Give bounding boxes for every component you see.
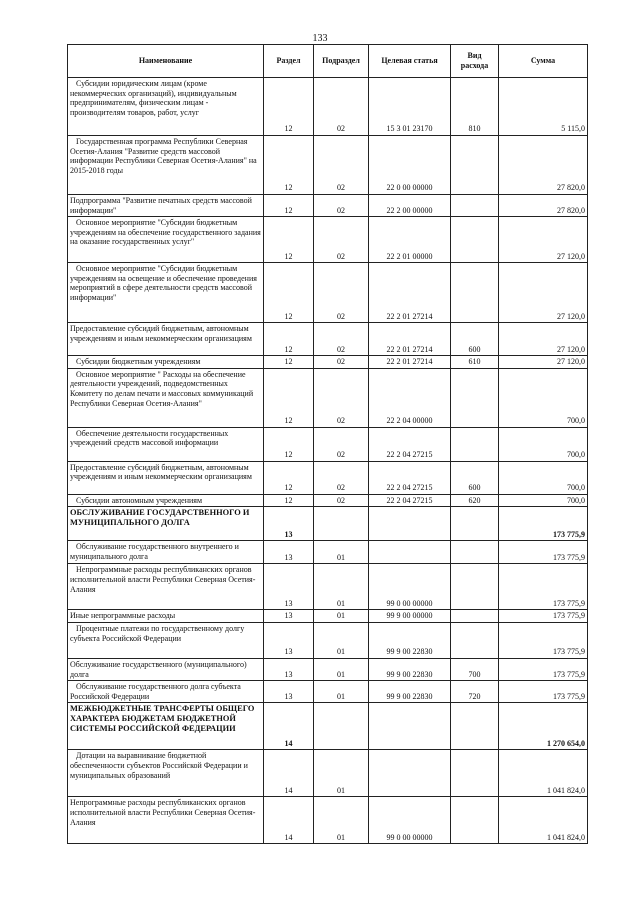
table-row [68, 217, 588, 263]
row-subsection: 01 [314, 610, 369, 623]
row-type: 620 [451, 494, 499, 507]
row-type: 610 [451, 356, 499, 369]
row-amount: 27 120,0 [499, 263, 588, 323]
table-row [68, 797, 588, 844]
row-target [369, 703, 451, 750]
table-row [68, 750, 588, 797]
row-name: Непрограммные расходы республиканских органов исполнительной власти Республики Северная Осетия-Алания [68, 564, 264, 610]
row-subsection: 02 [314, 368, 369, 427]
row-target [369, 541, 451, 564]
table-row [68, 136, 588, 195]
row-amount: 173 775,9 [499, 681, 588, 703]
row-amount: 173 775,9 [499, 541, 588, 564]
row-amount: 27 820,0 [499, 195, 588, 217]
row-name: Субсидии автономным учреждениям [68, 494, 264, 507]
row-section: 13 [264, 658, 314, 680]
row-name: Подпрограмма "Развитие печатных средств массовой информации" [68, 195, 264, 217]
row-target: 15 3 01 23170 [369, 78, 451, 136]
row-target: 99 9 00 00000 [369, 610, 451, 623]
row-type [451, 541, 499, 564]
row-amount: 173 775,9 [499, 610, 588, 623]
row-subsection: 01 [314, 622, 369, 658]
table-row [68, 195, 588, 217]
row-section: 14 [264, 703, 314, 750]
row-amount: 700,0 [499, 427, 588, 461]
table-row [68, 427, 588, 461]
row-name: Субсидии бюджетным учреждениям [68, 356, 264, 369]
row-name: Обеспечение деятельности государственных учреждений средств массовой информации [68, 427, 264, 461]
row-subsection: 01 [314, 564, 369, 610]
row-section: 12 [264, 195, 314, 217]
row-section: 12 [264, 356, 314, 369]
row-section: 13 [264, 564, 314, 610]
row-subsection: 01 [314, 797, 369, 844]
row-amount: 173 775,9 [499, 507, 588, 541]
row-target [369, 507, 451, 541]
row-name: Процентные платежи по государственному долгу субъекта Российской Федерации [68, 622, 264, 658]
row-type [451, 263, 499, 323]
row-name: Иные непрограммные расходы [68, 610, 264, 623]
row-subsection [314, 703, 369, 750]
row-type [451, 507, 499, 541]
row-subsection: 02 [314, 427, 369, 461]
row-subsection: 02 [314, 217, 369, 263]
table-row [68, 507, 588, 541]
row-subsection: 01 [314, 750, 369, 797]
header-target: Целевая статья [369, 45, 451, 78]
row-section: 14 [264, 797, 314, 844]
row-section: 13 [264, 610, 314, 623]
row-name: Основное мероприятие " Расходы на обеспечение деятельности учреждений, подведомственных Комитету по делам печати и массовых коммуникаций Республики Северная Осетия-Алания" [68, 368, 264, 427]
row-section: 12 [264, 136, 314, 195]
row-section: 12 [264, 461, 314, 494]
table-row [68, 368, 588, 427]
row-target: 99 9 00 22830 [369, 658, 451, 680]
row-type [451, 195, 499, 217]
table-row [68, 541, 588, 564]
table-row [68, 494, 588, 507]
row-amount: 173 775,9 [499, 658, 588, 680]
row-type [451, 750, 499, 797]
row-target: 22 2 01 27214 [369, 323, 451, 356]
row-target: 22 2 04 00000 [369, 368, 451, 427]
header-name: Наименование [68, 45, 264, 78]
table-row [68, 622, 588, 658]
row-amount: 1 270 654,0 [499, 703, 588, 750]
row-amount: 27 120,0 [499, 323, 588, 356]
row-name: Непрограммные расходы республиканских органов исполнительной власти Республики Северная Осетия-Алания [68, 797, 264, 844]
row-type [451, 427, 499, 461]
row-type [451, 136, 499, 195]
row-subsection: 01 [314, 681, 369, 703]
row-amount: 5 115,0 [499, 78, 588, 136]
row-amount: 1 041 824,0 [499, 750, 588, 797]
table-row [68, 681, 588, 703]
row-subsection: 01 [314, 541, 369, 564]
row-name: ОБСЛУЖИВАНИЕ ГОСУДАРСТВЕННОГО И МУНИЦИПАЛЬНОГО ДОЛГА [68, 507, 264, 541]
row-target: 99 0 00 00000 [369, 564, 451, 610]
row-amount: 27 120,0 [499, 356, 588, 369]
row-amount: 27 120,0 [499, 217, 588, 263]
table-row [68, 78, 588, 136]
row-target: 99 9 00 22830 [369, 681, 451, 703]
row-amount: 27 820,0 [499, 136, 588, 195]
row-subsection: 02 [314, 263, 369, 323]
row-name: Предоставление субсидий бюджетным, автономным учреждениям и иным некоммерческим организациям [68, 323, 264, 356]
row-section: 13 [264, 622, 314, 658]
table-row [68, 263, 588, 323]
row-type [451, 622, 499, 658]
row-subsection: 02 [314, 195, 369, 217]
row-type: 720 [451, 681, 499, 703]
row-type: 700 [451, 658, 499, 680]
row-subsection: 02 [314, 494, 369, 507]
row-section: 12 [264, 263, 314, 323]
row-subsection: 02 [314, 78, 369, 136]
row-amount: 173 775,9 [499, 622, 588, 658]
table-row [68, 323, 588, 356]
row-target: 22 2 04 27215 [369, 494, 451, 507]
row-name: Государственная программа Республики Северная Осетия-Алания "Развитие средств массовой информации Республики Северная Осетия-Алания" на 2015-2018 годы [68, 136, 264, 195]
row-amount: 173 775,9 [499, 564, 588, 610]
row-subsection: 01 [314, 658, 369, 680]
row-amount: 1 041 824,0 [499, 797, 588, 844]
row-subsection: 02 [314, 323, 369, 356]
row-name: Обслуживание государственного (муниципального) долга [68, 658, 264, 680]
header-amount: Сумма [499, 45, 588, 78]
row-type [451, 564, 499, 610]
table-row [68, 703, 588, 750]
row-type: 600 [451, 461, 499, 494]
row-type: 810 [451, 78, 499, 136]
row-section: 12 [264, 494, 314, 507]
row-amount: 700,0 [499, 368, 588, 427]
row-amount: 700,0 [499, 461, 588, 494]
row-type: 600 [451, 323, 499, 356]
row-target: 99 0 00 00000 [369, 797, 451, 844]
row-section: 13 [264, 541, 314, 564]
row-name: Обслуживание государственного долга субъекта Российской Федерации [68, 681, 264, 703]
row-name: Обслуживание государственного внутреннего и муниципального долга [68, 541, 264, 564]
row-type [451, 368, 499, 427]
row-type [451, 610, 499, 623]
row-section: 13 [264, 681, 314, 703]
row-name: Субсидии юридическим лицам (кроме некоммерческих организаций), индивидуальным предпринимателям, физическим лицам - производителям товаров, работ, услуг [68, 78, 264, 136]
row-name: МЕЖБЮДЖЕТНЫЕ ТРАНСФЕРТЫ ОБЩЕГО ХАРАКТЕРА БЮДЖЕТАМ БЮДЖЕТНОЙ СИСТЕМЫ РОССИЙСКОЙ ФЕДЕРАЦИИ [68, 703, 264, 750]
row-type [451, 797, 499, 844]
table-row [68, 356, 588, 369]
header-type: Вид расхода [451, 45, 499, 78]
row-section: 12 [264, 427, 314, 461]
row-target: 22 2 04 27215 [369, 461, 451, 494]
row-target [369, 750, 451, 797]
table-row [68, 658, 588, 680]
row-type [451, 703, 499, 750]
table-row [68, 564, 588, 610]
table-header-row [68, 45, 588, 78]
row-section: 14 [264, 750, 314, 797]
row-subsection [314, 507, 369, 541]
row-section: 12 [264, 78, 314, 136]
budget-table [67, 44, 588, 844]
row-target: 22 2 01 27214 [369, 356, 451, 369]
row-target: 22 2 04 27215 [369, 427, 451, 461]
row-target: 22 0 00 00000 [369, 136, 451, 195]
row-subsection: 02 [314, 461, 369, 494]
header-section: Раздел [264, 45, 314, 78]
row-section: 12 [264, 323, 314, 356]
header-subsection: Подраздел [314, 45, 369, 78]
row-target: 22 2 01 27214 [369, 263, 451, 323]
row-subsection: 02 [314, 356, 369, 369]
row-name: Дотации на выравнивание бюджетной обеспеченности субъектов Российской Федерации и муниципальных образований [68, 750, 264, 797]
row-name: Основное мероприятие "Субсидии бюджетным учреждениям на обеспечение государственного задания на оказание государственных услуг" [68, 217, 264, 263]
table-row [68, 610, 588, 623]
row-section: 12 [264, 217, 314, 263]
row-section: 13 [264, 507, 314, 541]
row-section: 12 [264, 368, 314, 427]
page-number: 133 [312, 33, 328, 44]
row-name: Предоставление субсидий бюджетным, автономным учреждениям и иным некоммерческим организациям [68, 461, 264, 494]
row-target: 22 2 01 00000 [369, 217, 451, 263]
row-target: 22 2 00 00000 [369, 195, 451, 217]
row-subsection: 02 [314, 136, 369, 195]
row-name: Основное мероприятие "Субсидии бюджетным учреждениям на освещение и обеспечение проведения мероприятий в сфере деятельности средств массовой информации" [68, 263, 264, 323]
row-amount: 700,0 [499, 494, 588, 507]
table-row [68, 461, 588, 494]
row-type [451, 217, 499, 263]
row-target: 99 9 00 22830 [369, 622, 451, 658]
